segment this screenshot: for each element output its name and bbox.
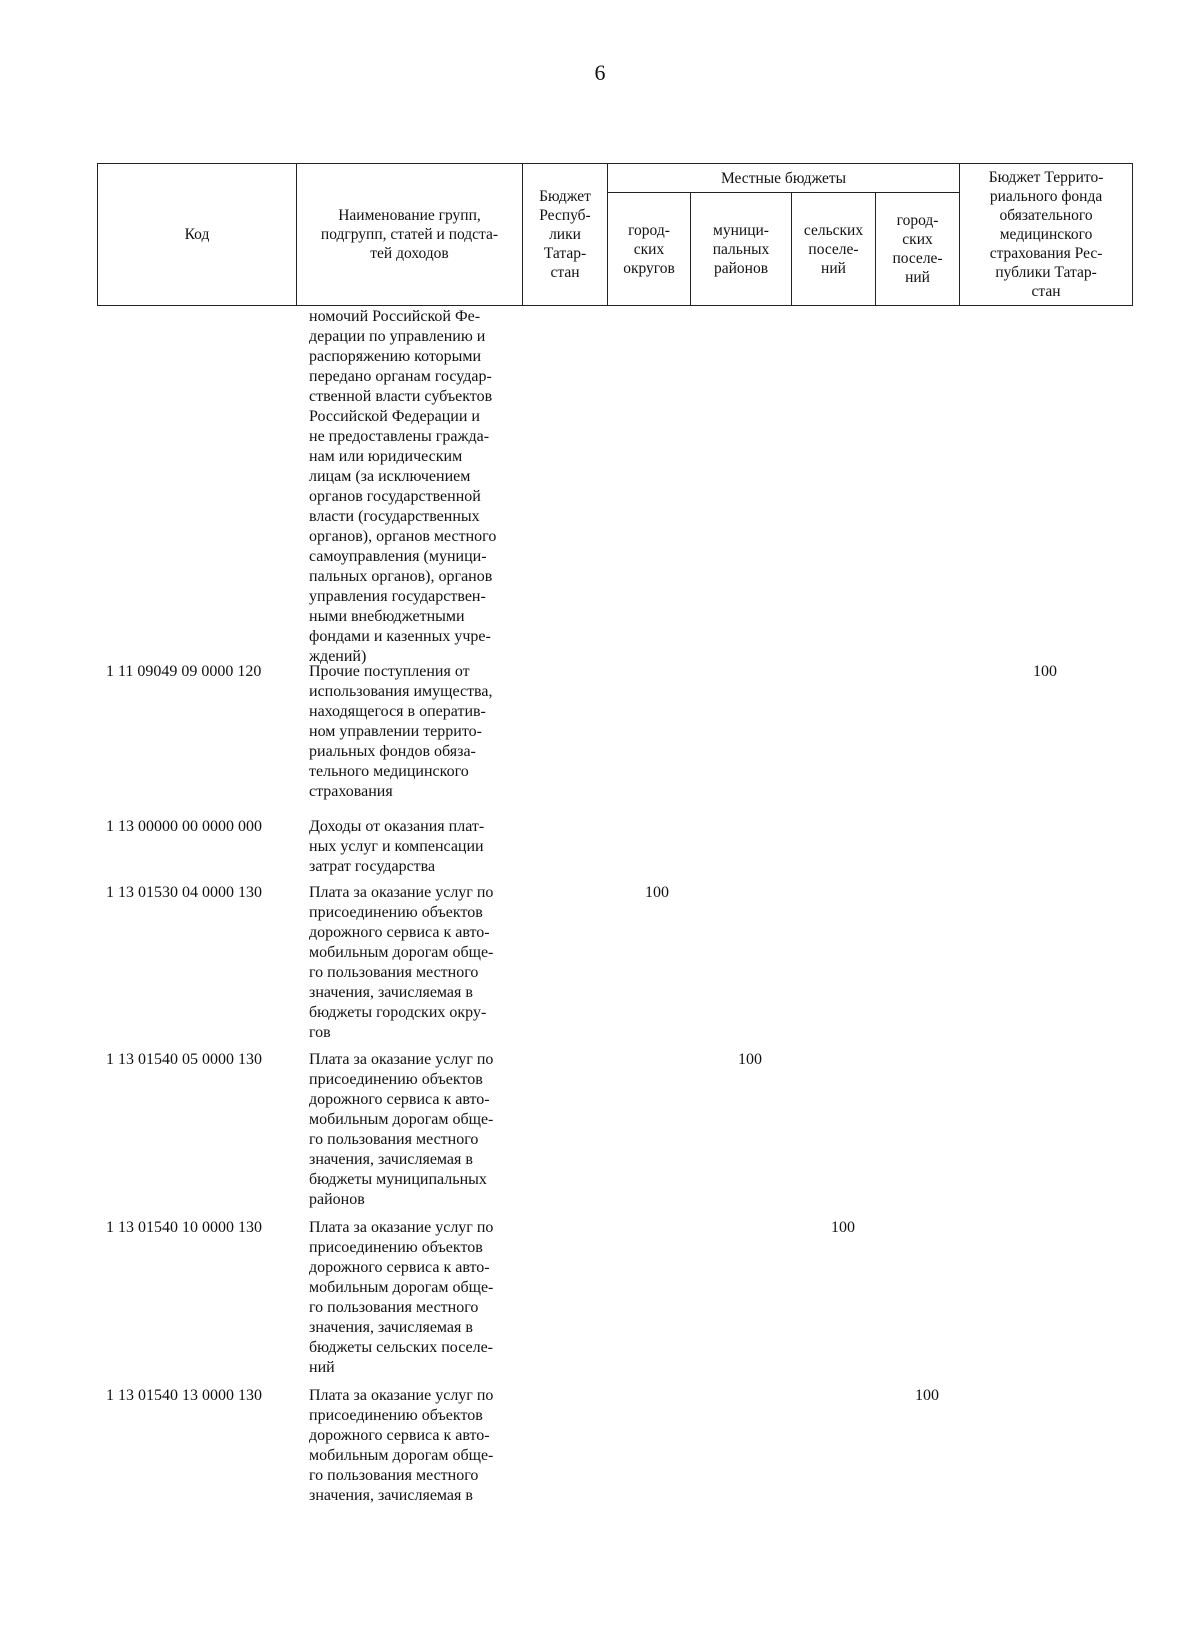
row-name: Плата за оказание услуг по присоединению объектов дорожного сервиса к авто- мобильным дорогам обще- го пользования местного значения, зачисляемая в бюджеты городских окру- гов bbox=[309, 884, 494, 1041]
table-body bbox=[0, 307, 1200, 1516]
row-name: номочий Российской Фе- дерации по управлению и распоряжению которыми передано органам государ- ственной власти субъектов Российской Федерации и не предоставлены гражда- нам или юридическим лицам (за исключением органов государственной власти (государственных органов), органов местного самоуправления (муници- пальных органов), органов управления государствен- ными внебюджетными фондами и казенных учре- ждений) bbox=[309, 308, 497, 665]
table-row bbox=[0, 307, 1200, 665]
header-republic-budget: Бюджет Респуб- лики Татар- стан bbox=[523, 164, 608, 306]
value-rural-settlements: 100 bbox=[831, 1219, 855, 1236]
header-municipal-districts: муници- пальных районов bbox=[691, 193, 792, 306]
header-fund-budget: Бюджет Террито- риального фонда обязательного медицинского страхования Рес- публики Татар- стан bbox=[960, 164, 1133, 306]
value-urban-settlements: 100 bbox=[915, 1387, 939, 1404]
row-name: Доходы от оказания плат- ных услуг и компенсации затрат государства bbox=[309, 818, 485, 875]
value-fund: 100 bbox=[1033, 663, 1057, 680]
value-municipal-districts: 100 bbox=[738, 1051, 762, 1068]
table-header bbox=[97, 163, 1133, 306]
row-code: 1 13 01530 04 0000 130 bbox=[106, 884, 262, 901]
row-name: Прочие поступления от использования имущества, находящегося в оператив- ном управлении террито- риальных фондов обяза- тельного медицинского страхования bbox=[309, 663, 493, 800]
table-row bbox=[0, 1218, 1200, 1386]
table-row bbox=[0, 817, 1200, 883]
row-code: 1 11 09049 09 0000 120 bbox=[106, 663, 262, 680]
table-row bbox=[0, 1050, 1200, 1218]
table-row bbox=[0, 1386, 1200, 1516]
table-row bbox=[0, 662, 1200, 817]
row-code: 1 13 00000 00 0000 000 bbox=[106, 818, 262, 835]
header-local-budgets: Местные бюджеты bbox=[608, 164, 960, 193]
header-rural-settlements: сельских поселе- ний bbox=[792, 193, 876, 306]
row-code: 1 13 01540 10 0000 130 bbox=[106, 1219, 262, 1236]
row-code: 1 13 01540 05 0000 130 bbox=[106, 1051, 262, 1068]
header-name: Наименование групп, подгрупп, статей и подста- тей доходов bbox=[297, 164, 523, 306]
header-code: Код bbox=[98, 164, 297, 306]
row-name: Плата за оказание услуг по присоединению объектов дорожного сервиса к авто- мобильным дорогам обще- го пользования местного значения, зачисляемая в bbox=[309, 1387, 494, 1504]
row-code: 1 13 01540 13 0000 130 bbox=[106, 1387, 262, 1404]
value-city-districts: 100 bbox=[645, 884, 669, 901]
header-urban-settlements: город- ских поселе- ний bbox=[876, 193, 960, 306]
table-row bbox=[0, 883, 1200, 1050]
row-name: Плата за оказание услуг по присоединению объектов дорожного сервиса к авто- мобильным дорогам обще- го пользования местного значения, зачисляемая в бюджеты сельских поселе- ний bbox=[309, 1219, 494, 1376]
row-name: Плата за оказание услуг по присоединению объектов дорожного сервиса к авто- мобильным дорогам обще- го пользования местного значения, зачисляемая в бюджеты муниципальных районов bbox=[309, 1051, 494, 1208]
page-number: 6 bbox=[594, 60, 606, 85]
header-city-districts: город- ских округов bbox=[608, 193, 691, 306]
